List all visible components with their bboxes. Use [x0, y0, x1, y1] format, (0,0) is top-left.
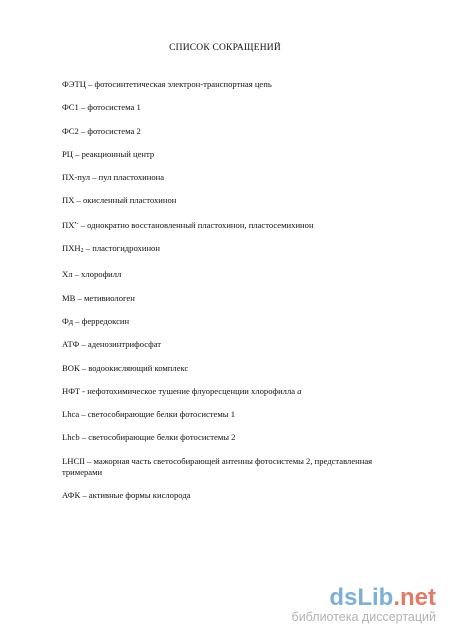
page-title: СПИСОК СОКРАЩЕНИЙ — [169, 43, 281, 53]
entry-text: ФС2 – фотосистема 2 — [62, 125, 141, 136]
entry-abbr: ПХ — [62, 219, 75, 230]
logo-ds: ds — [329, 584, 358, 611]
entry-text: ВОК – водоокисляющий комплекс — [62, 362, 189, 373]
entry-text: Хл – хлорофилл — [62, 269, 122, 280]
watermark — [292, 586, 436, 624]
entry-text: Фд – ферредоксин — [62, 315, 130, 326]
list-item — [62, 102, 402, 113]
entry-text: ФС1 – фотосистема 1 — [62, 102, 141, 113]
logo-lib: Lib — [357, 584, 394, 611]
entry-text: АТФ – аденозинтрифосфат — [62, 339, 162, 350]
list-item — [62, 243, 402, 257]
entry-text: Lhca – светособирающие белки фотосистемы 1 — [62, 409, 235, 420]
entry-text: МВ – метивиологен — [62, 292, 135, 303]
entry-italic: a — [297, 385, 302, 396]
list-item — [62, 149, 402, 160]
entry-text: НФТ - нефотохимическое тушение флуоресценции хлорофилла — [62, 385, 298, 396]
watermark-logo — [292, 586, 436, 610]
list-item — [62, 386, 402, 397]
list-item — [62, 269, 402, 280]
entry-text: Lhcb – светособирающие белки фотосистемы 2 — [62, 432, 236, 443]
entry-abbr: ПХН — [62, 243, 81, 254]
list-item — [62, 293, 402, 304]
entry-subscript: 2 — [80, 248, 84, 255]
watermark-subtitle: библиотека диссертаций — [291, 610, 436, 624]
entry-text: – пластогидрохинон — [83, 243, 160, 254]
entry-text: ПХ-пул – пул пластохинона — [62, 172, 165, 183]
entry-text: LHCII – мажорная часть светособирающей антенны фотосистемы 2, представленная тримерами — [62, 455, 373, 477]
list-item — [62, 490, 402, 501]
list-item — [62, 432, 402, 443]
entry-superscript: •- — [74, 220, 79, 227]
list-item — [62, 172, 402, 183]
list-item — [62, 456, 402, 478]
list-item — [62, 339, 402, 350]
list-item — [62, 79, 402, 90]
entry-text: АФК – активные формы кислорода — [62, 490, 191, 501]
list-item — [62, 409, 402, 420]
list-item — [62, 195, 402, 206]
entry-text: РЦ – реакционный центр — [62, 148, 155, 159]
logo-net: .net — [393, 584, 436, 611]
entry-text: ПХ – окисленный пластохинон — [62, 195, 177, 206]
list-item — [62, 363, 402, 374]
abbreviation-list — [62, 79, 402, 514]
list-item — [62, 126, 402, 137]
list-item — [62, 316, 402, 327]
entry-text: – однократно восстановленный пластохинон, пластосемихинон — [78, 219, 314, 230]
list-item — [62, 219, 402, 231]
entry-text: ФЭТЦ – фотосинтетическая электрон-транспортная цепь — [62, 79, 272, 89]
